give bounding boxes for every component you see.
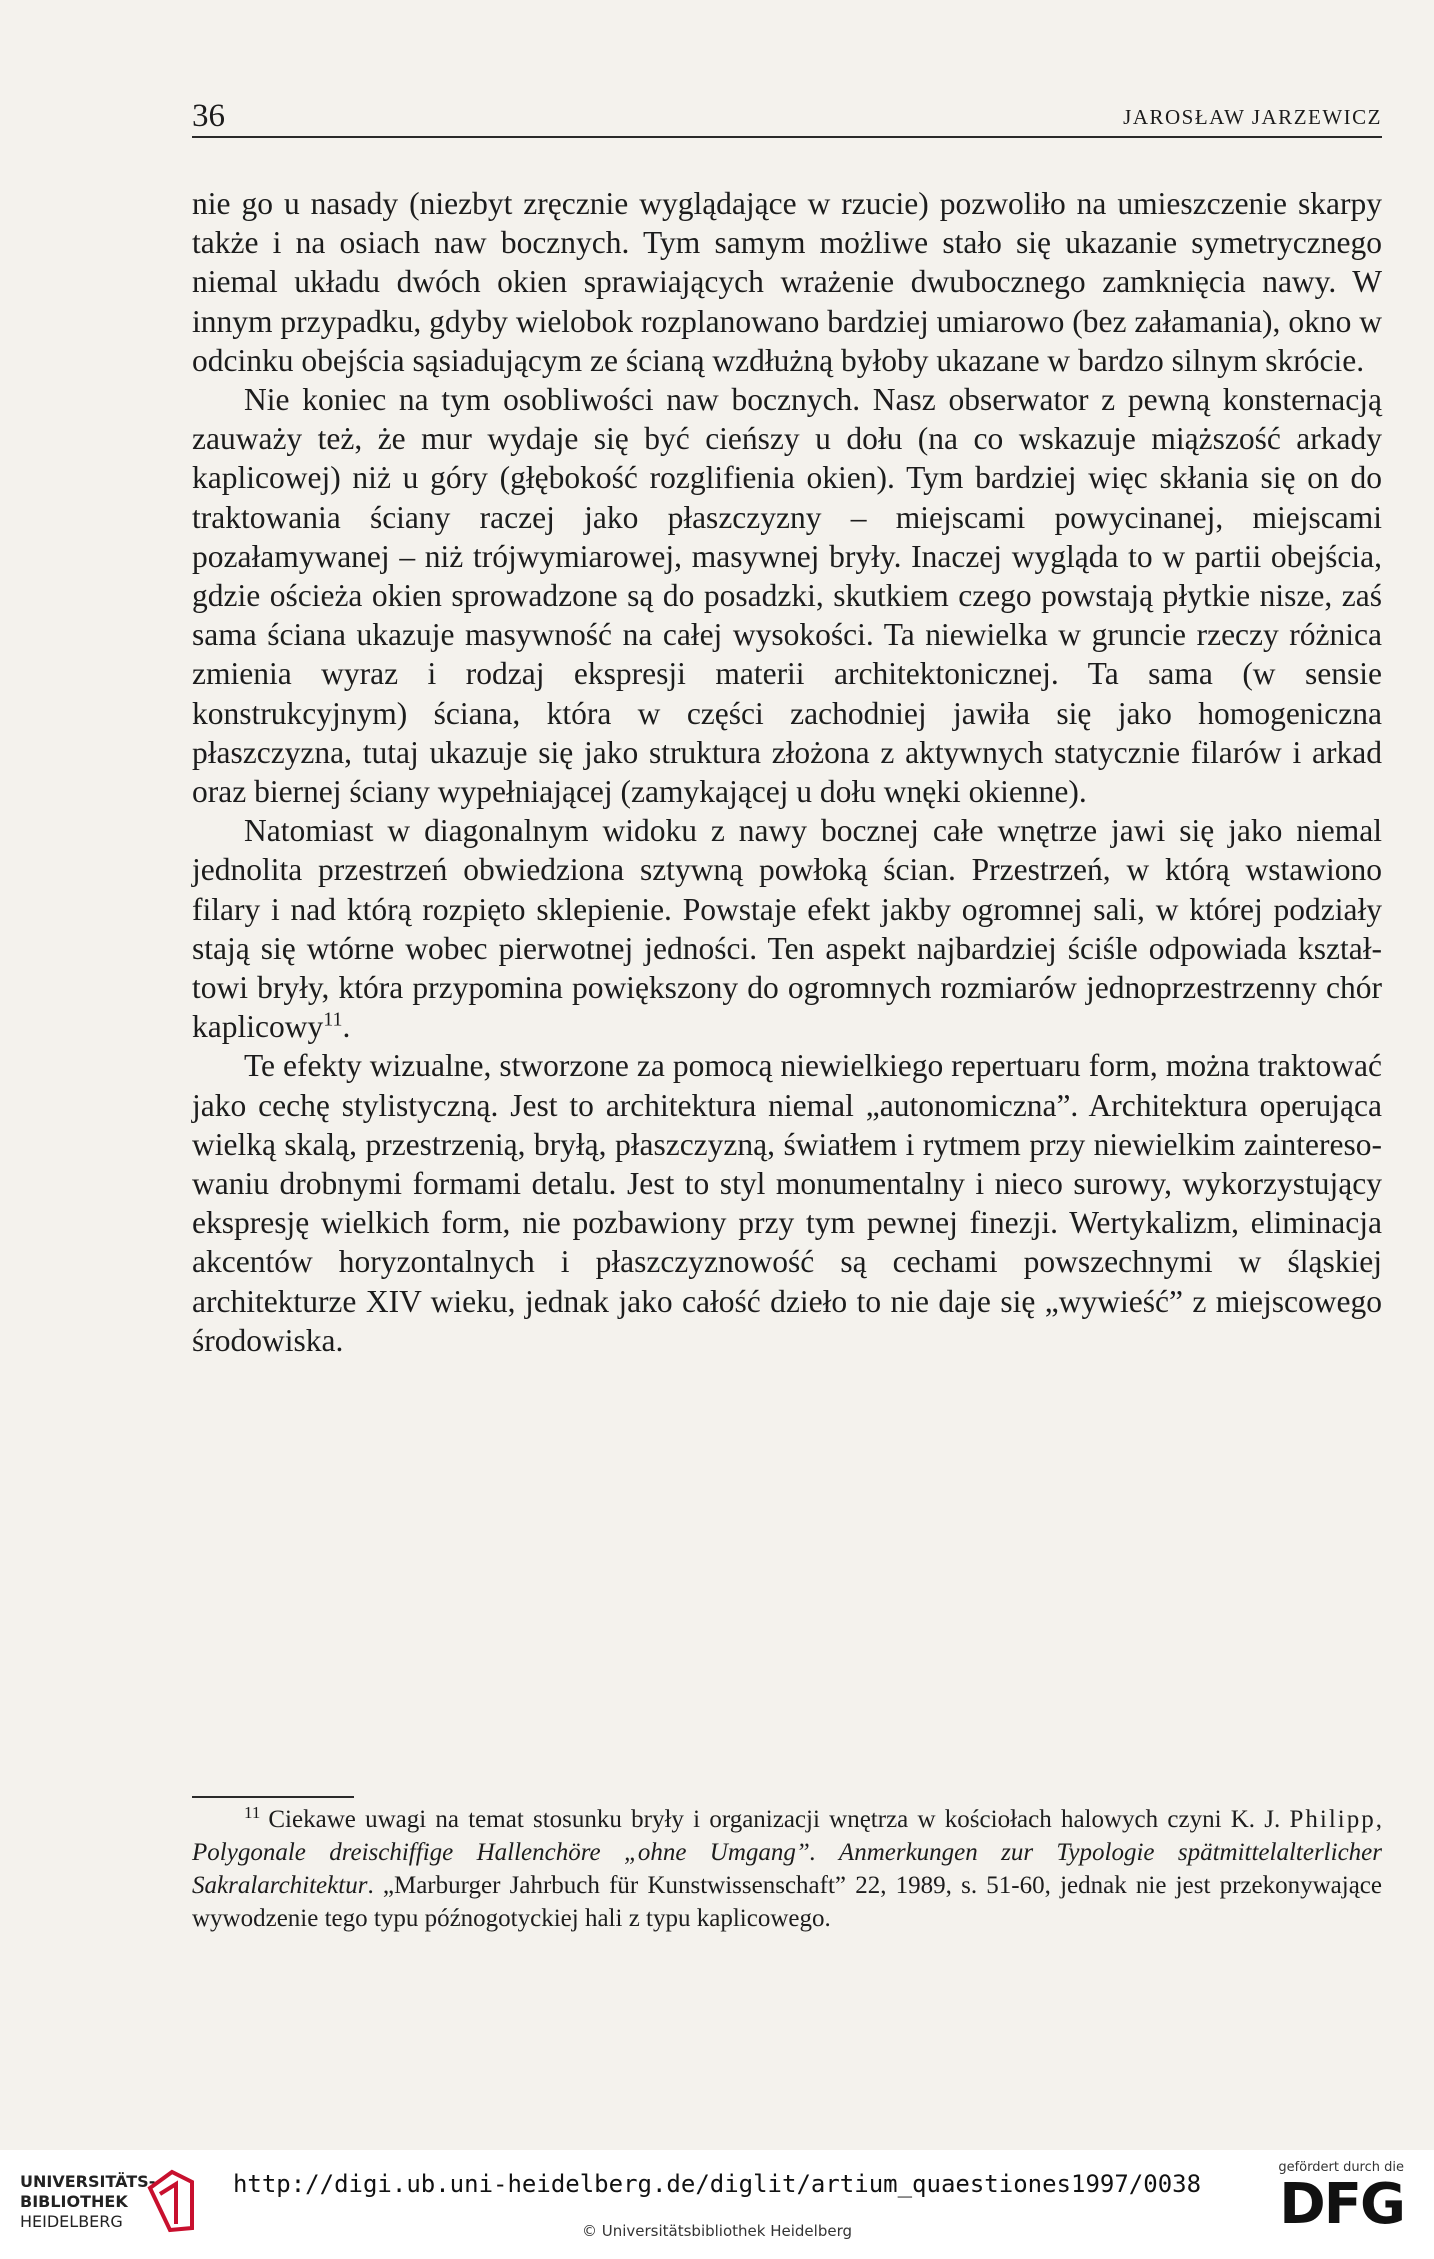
paragraph-1: nie go u nasady (niezbyt zręcznie wyglądające w rzucie) pozwoliło na umieszczenie skarpy także i na osiach naw bocznych. Tym samym możliwe stało się ukazanie symetrycznego niemal układu dwóch okien sprawiających wrażenie dwubocznego zamknięcia nawy. W innym przypadku, gdyby wielobok rozplanowano bardziej umiarowo (bez załamania), okno w odcinku obejścia sąsiadującym ze ścianą wzdłużną byłoby ukazane w bardzo silnym skrócie. [192, 186, 1382, 378]
footnote [192, 1803, 1382, 1935]
running-head [192, 96, 1382, 138]
footnote-rule [192, 1796, 354, 1798]
paragraph-3-end: . [342, 1009, 351, 1045]
footnote-author: Philipp [1289, 1806, 1376, 1833]
running-head-author: JAROSŁAW JARZEWICZ [1123, 105, 1382, 129]
footnote-text-c: . „Marburger Jahrbuch für Kunstwissenschaft” 22, 1989, s. 51-60, jednak nie jest przekonywające wywodzenie tego typu późnogotyckiej hali z typu kaplicowego. [192, 1872, 1382, 1932]
footnote-text-a: Ciekawe uwagi na temat stosunku bryły i organizacji wnętrza w kościołach halowych czyni K. J. [268, 1806, 1290, 1833]
paragraph-4: Te efekty wizualne, stworzone za pomocą niewielkiego repertuaru form, można traktować jako cechę stylistyczną. Jest to architektura niemal „autonomiczna”. Architektura operująca wielką skalą, przestrzenią, bryłą, płaszczyzną, światłem i rytmem przy niewielkim zainteresowaniu drobnymi formami detalu. Jest to styl monumentalny i nieco surowy, wykorzystujący ekspresję wielkich form, nie pozbawiony przy tym pewnej finezji. Wertykalizm, eliminacja akcentów horyzontalnych i płaszczyznowość są cechami powszechnymi w śląskiej architekturze XIV wieku, jednak jako całość dzieło to nie daje się „wywieść” z miejscowego środowiska. [192, 1048, 1382, 1358]
page-number: 36 [192, 98, 225, 134]
digitization-footer [0, 2150, 1434, 2259]
library-name-line3: HEIDELBERG [20, 2212, 123, 2231]
library-name-line1: UNIVERSITÄTS- [20, 2172, 156, 2191]
copyright-notice: © Universitätsbibliothek Heidelberg [581, 2222, 852, 2240]
dfg-caption: gefördert durch die [1278, 2160, 1404, 2175]
source-url-link[interactable]: http://digi.ub.uni-heidelberg.de/diglit/artium_quaestiones1997/0038 [232, 2170, 1202, 2198]
library-name-line2: BIBLIOTHEK [20, 2192, 128, 2211]
dfg-logo: DFG [1279, 2172, 1404, 2237]
paragraph-2: Nie koniec na tym osobliwości naw bocznych. Nasz obserwator z pewną konsternacją zauważy też, że mur wydaje się być cieńszy u dołu (na co wskazuje miąższość arkady kaplicowej) niż u góry (głębokość rozglifienia okien). Tym bardziej więc skłania się on do traktowania ściany raczej jako płaszczyzny – miejscami powycinanej, miejscami pozałamywanej – niż trójwymiarowej, masywnej bryły. Inaczej wygląda to w partii obejścia, gdzie ościeża okien sprowadzone są do posadzki, skutkiem czego powstają płytkie nisze, zaś sama ściana ukazuje masywność na całej wysokości. Ta niewielka w gruncie rzeczy różnica zmienia wyraz i rodzaj ekspresji materii architektonicznej. Ta sama (w sensie konstrukcyjnym) ściana, która w części zachodniej jawiła się jako homogeniczna płaszczyzna, tutaj ukazuje się jako struktura złożona z aktywnych statycznie filarów i arkad oraz biernej ściany wypełniającej (zamykającej u dołu wnęki okienne). [192, 382, 1382, 810]
footnote-text-b: , [1375, 1806, 1382, 1833]
body-text [192, 184, 1382, 1360]
paragraph-3 [192, 811, 1382, 1046]
dfg-badge[interactable] [1264, 2160, 1404, 2235]
footnote-number: 11 [244, 1802, 261, 1822]
footnote-reference[interactable]: 11 [323, 1008, 343, 1031]
paragraph-3-text: Natomiast w diagonalnym widoku z nawy bocznej całe wnętrze jawi się jako niemal jednolita przestrzeń obwiedziona sztywną powłoką ścian. Przestrzeń, w którą wstawiono filary i nad którą rozpięto sklepienie. Powstaje efekt jakby ogromnej sali, w której podziały stają się wtórne wobec pierwotnej jedności. Ten aspekt najbardziej ściśle odpowiada kształtowi bryły, która przypomina powiększony do ogromnych rozmiarów jednoprzestrzenny chór kaplicowy [192, 813, 1382, 1045]
footnote-title: Polygonale dreischiffige Hallenchöre „ohne Umgang”. Anmerkungen zur Typologie spätmittelalterlicher Sakralarchitektur [192, 1839, 1382, 1899]
